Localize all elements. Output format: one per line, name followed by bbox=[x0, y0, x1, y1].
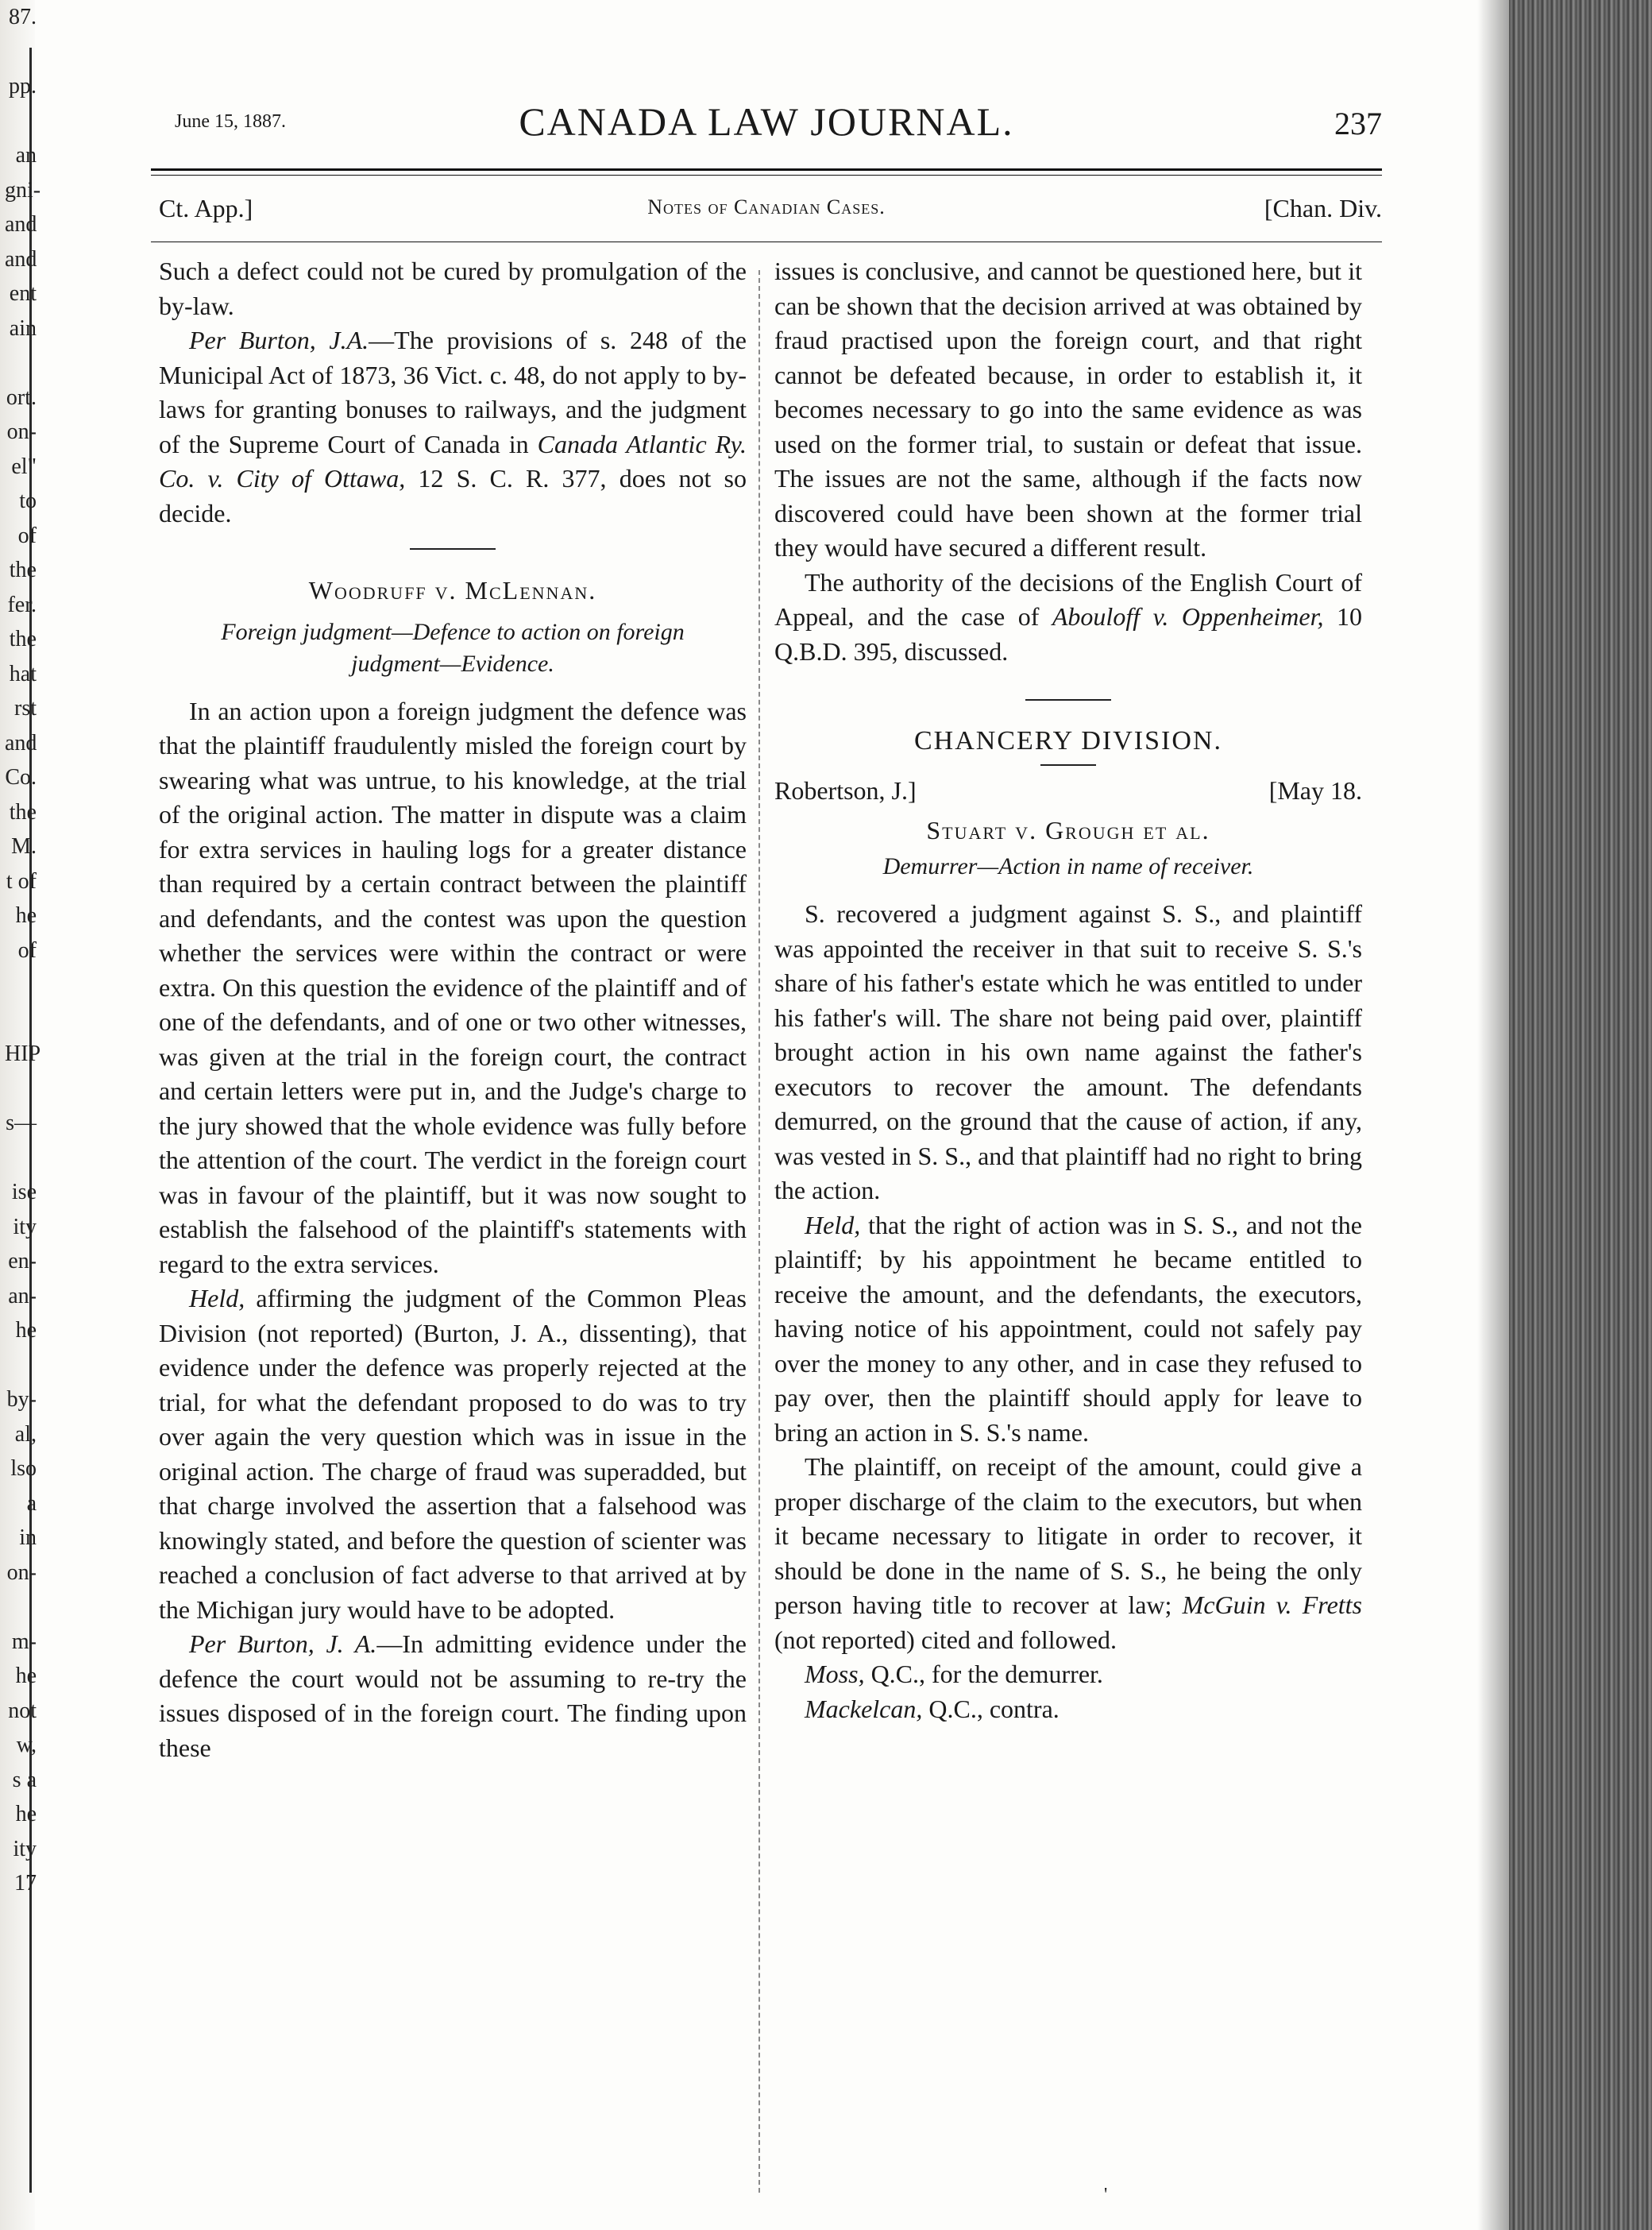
edge-fragment: el" bbox=[11, 454, 37, 479]
edge-fragment: M. bbox=[11, 834, 37, 859]
opinion-text-end: 12 S. C. R. 377, does not so decide. bbox=[159, 464, 747, 528]
edge-fragment: by- bbox=[6, 1387, 37, 1412]
edge-fragment: not bbox=[8, 1698, 37, 1723]
edge-fragment: ise bbox=[11, 1180, 37, 1204]
edge-fragment: Co. bbox=[5, 765, 37, 790]
edge-fragment: 17 bbox=[14, 1871, 37, 1896]
header-rule-thin bbox=[151, 175, 1382, 176]
edge-fragment: and bbox=[5, 246, 37, 272]
edge-fragment: ain bbox=[9, 315, 37, 341]
edge-fragment: t of bbox=[6, 868, 37, 894]
edge-fragment: gni- bbox=[5, 177, 41, 203]
case-facts-paragraph: In an action upon a foreign judgment the defence was that the plaintiff fraudulently misled the foreign court by swearing what was untrue, to his knowledge, at the trial of the original action. The matter in dispute was a claim for extra services in hauling logs for a greater distance than required by a certain contract between the plaintiff and defendants, and the contest was upon the question whether the services were within the contract or were extra. On this question the evidence of the plaintiff and of one of the defendants, and of one or two other witnesses, was given at the trial in the foreign court, the contract and certain letters were put in, and the Judge's charge to the jury showed that the whole evidence was fully before the attention of the court. The verdict in the foreign court was in favour of the plaintiff, but it was now sought to establish the falsehood of the plaintiff's statements with regard to the extra services. bbox=[159, 696, 747, 1278]
division-heading: CHANCERY DIVISION. bbox=[914, 726, 1222, 756]
book-binding bbox=[1509, 0, 1652, 2230]
journal-page bbox=[151, 95, 1382, 2209]
chancery-holding-text: that the right of action was in S. S., and not the plaintiff; by his appointment he became entitled to receive the amount, and the defendants, the executors, having notice of his appointment, could not safely pay over the money to any other, and in case they refused to pay over, then the plaintiff should apply for leave to bring an action in S. S.'s name. bbox=[774, 1210, 1362, 1447]
counsel-contra bbox=[774, 1692, 1362, 1727]
judge-name: Per Burton, J.A. bbox=[189, 326, 369, 354]
edge-fragment: and bbox=[5, 212, 37, 237]
edge-fragment bbox=[5, 104, 37, 139]
edge-fragment: he bbox=[15, 1802, 37, 1826]
edge-fragment: and bbox=[5, 730, 37, 756]
opinion-text: —The provisions of s. 248 of the Municipal Act of 1873, 36 Vict. c. 48, do not apply to by-laws for granting bonuses to railways, and the judgment of the Supreme Court of Canada in bbox=[159, 326, 747, 458]
edge-fragment: m- bbox=[11, 1629, 37, 1654]
authority-text-end: 10 Q.B.D. 395, discussed. bbox=[774, 602, 1363, 666]
running-head-right: [Chan. Div. bbox=[1264, 194, 1382, 222]
chancery-discharge-paragraph bbox=[774, 1450, 1362, 1657]
edge-fragment: a bbox=[26, 1490, 37, 1516]
edge-fragment: fer. bbox=[7, 592, 37, 617]
chancery-headnote: Demurrer—Action in name of receiver. bbox=[882, 853, 1254, 879]
authority-citation: Abouloff v. Oppenheimer, bbox=[1052, 602, 1324, 631]
section-separator-right bbox=[1025, 699, 1111, 701]
edge-fragment: pp. bbox=[9, 74, 37, 99]
chancery-held-label: Held, bbox=[805, 1210, 861, 1239]
authority-paragraph bbox=[774, 566, 1362, 670]
case-headnote: Foreign judgment—Defence to action on foreign judgment—Evidence. bbox=[221, 618, 685, 677]
holding-text: affirming the judgment of the Common Pleas Division (not reported) (Burton, J. A., dissenting), that evidence under the defence was properly rejected at the trial, for what the defendant proposed to do was to try over again the very question which was in issue in the original action. The charge of fraud was superadded, but that charge involved the assertion that a falsehood was knowingly stated, and before the question of scienter was reached a conclusion of fact adverse to that arrived at by the Michigan jury would have to be adopted. bbox=[159, 1284, 747, 1624]
left-column bbox=[159, 254, 747, 1765]
edge-fragment: s a bbox=[12, 1767, 37, 1792]
judge-date-line bbox=[774, 774, 1362, 809]
case-citation: Canada Atlantic Ry. Co. v. City of Ottawa, bbox=[159, 429, 747, 493]
edge-fragment bbox=[5, 1141, 37, 1176]
edge-fragment: s— bbox=[6, 1111, 37, 1135]
edge-fragment: w, bbox=[16, 1733, 37, 1757]
edge-fragment: ity bbox=[13, 1214, 37, 1239]
edge-fragment: 87. bbox=[9, 5, 37, 29]
decision-date: [May 18. bbox=[1268, 776, 1362, 805]
header-rule-thick bbox=[151, 168, 1382, 171]
left-edge-text-fragments bbox=[5, 0, 41, 1901]
followed-citation: McGuin v. Fretts bbox=[1182, 1590, 1363, 1619]
dissent-paragraph bbox=[159, 1627, 747, 1765]
edge-fragment: al, bbox=[14, 1421, 37, 1447]
edge-fragment: ity bbox=[13, 1836, 37, 1861]
dissent-continuation: issues is conclusive, and cannot be questioned here, but it can be shown that the decision arrived at was obtained by fraud practised upon the foreign court, and that right cannot be defeated because, in order to establish it, it becomes necessary to go into the same evidence as was used on the former trial, to sustain or defeat that issue. The issues are not the same, although if the facts now discovered could have been shown at the former trial they would have secured a different result. bbox=[774, 257, 1362, 562]
discharge-text-end: (not reported) cited and followed. bbox=[774, 1625, 1117, 1654]
edge-fragment: ent bbox=[9, 281, 37, 306]
edge-fragment: on- bbox=[6, 1559, 37, 1585]
edge-fragment: an- bbox=[8, 1283, 37, 1308]
edge-fragment: the bbox=[9, 627, 37, 651]
edge-fragment: the bbox=[9, 558, 37, 582]
running-head-left: Ct. App.] bbox=[159, 194, 253, 222]
edge-fragment: in bbox=[19, 1525, 37, 1550]
edge-fragment: to bbox=[19, 489, 37, 513]
edge-fragment: he bbox=[15, 1318, 37, 1343]
left-page-edge bbox=[0, 0, 41, 2230]
edge-fragment: rst bbox=[14, 696, 37, 721]
edge-fragment bbox=[5, 1590, 37, 1625]
issue-date: June 15, 1887. bbox=[175, 111, 286, 132]
counsel-demurrer bbox=[774, 1657, 1362, 1692]
dissent-text: —In admitting evidence under the defence the court would not be assuming to re-try the issues disposed of in the foreign court. The finding upon these bbox=[159, 1629, 747, 1762]
edge-fragment: HIP bbox=[5, 1042, 41, 1066]
edge-fragment: he bbox=[15, 903, 37, 928]
division-rule bbox=[1040, 764, 1096, 766]
section-separator bbox=[410, 548, 496, 550]
edge-fragment: the bbox=[9, 799, 37, 825]
counsel-role-contra: Q.C., contra. bbox=[922, 1694, 1060, 1723]
right-column bbox=[774, 254, 1362, 1726]
edge-fragment: ort. bbox=[6, 385, 37, 410]
binding-shadow bbox=[1477, 0, 1509, 2230]
footer-mark: ' bbox=[1104, 2185, 1108, 2205]
edge-fragment: hat bbox=[9, 661, 37, 686]
burton-opinion-paragraph bbox=[159, 323, 747, 531]
page-number: 237 bbox=[1334, 106, 1382, 141]
running-head-section: Notes of Canadian Cases. bbox=[647, 195, 886, 218]
edge-fragment bbox=[5, 968, 37, 1003]
counsel-role-demurrer: Q.C., for the demurrer. bbox=[864, 1660, 1103, 1688]
chancery-facts-paragraph: S. recovered a judgment against S. S., and plaintiff was appointed the receiver in that suit to receive S. S.'s share of his father's estate which he was entitled to under his father's will. The share not being paid over, plaintiff brought action in his own name against the father's executors to recover the amount. The defendants demurred, on the ground that the cause of action, if any, was vested in S. S., and that plaintiff had no right to bring the action. bbox=[774, 899, 1362, 1204]
judge-name-line: Robertson, J.] bbox=[774, 776, 917, 805]
edge-fragment: an bbox=[15, 143, 37, 168]
continuation-paragraph: Such a defect could not be cured by promulgation of the by-law. bbox=[159, 257, 747, 320]
edge-fragment: of bbox=[17, 523, 37, 548]
holding-paragraph bbox=[159, 1281, 747, 1627]
discharge-text: The plaintiff, on receipt of the amount, could give a proper discharge of the claim to the executors, but when it became necessary to litigate in order to recover, it should be done in the name of S. S., he being the only person having title to recover at law; bbox=[774, 1452, 1362, 1619]
chancery-case-title: Stuart v. Grough et al. bbox=[926, 815, 1210, 844]
dissent-judge-name: Per Burton, J. A. bbox=[189, 1629, 377, 1658]
counsel-name-moss: Moss, bbox=[805, 1660, 865, 1688]
edge-fragment: en- bbox=[8, 1249, 37, 1273]
chancery-holding-paragraph bbox=[774, 1208, 1362, 1451]
edge-fragment: of bbox=[17, 937, 37, 963]
edge-fragment bbox=[5, 346, 37, 381]
edge-fragment: lso bbox=[10, 1456, 37, 1481]
edge-fragment bbox=[5, 1003, 37, 1038]
edge-fragment: he bbox=[15, 1664, 37, 1688]
edge-fragment bbox=[5, 1348, 37, 1383]
column-divider bbox=[758, 270, 760, 2193]
edge-fragment bbox=[5, 1072, 37, 1107]
edge-fragment: on- bbox=[6, 419, 37, 444]
journal-title: CANADA LAW JOURNAL. bbox=[519, 99, 1014, 144]
held-label: Held, bbox=[189, 1284, 245, 1312]
case-title: Woodruff v. McLennan. bbox=[308, 576, 597, 605]
counsel-name-mackelcan: Mackelcan, bbox=[805, 1694, 923, 1723]
authority-text: The authority of the decisions of the English Court of Appeal, and the case of bbox=[774, 567, 1362, 631]
edge-fragment bbox=[5, 35, 37, 70]
